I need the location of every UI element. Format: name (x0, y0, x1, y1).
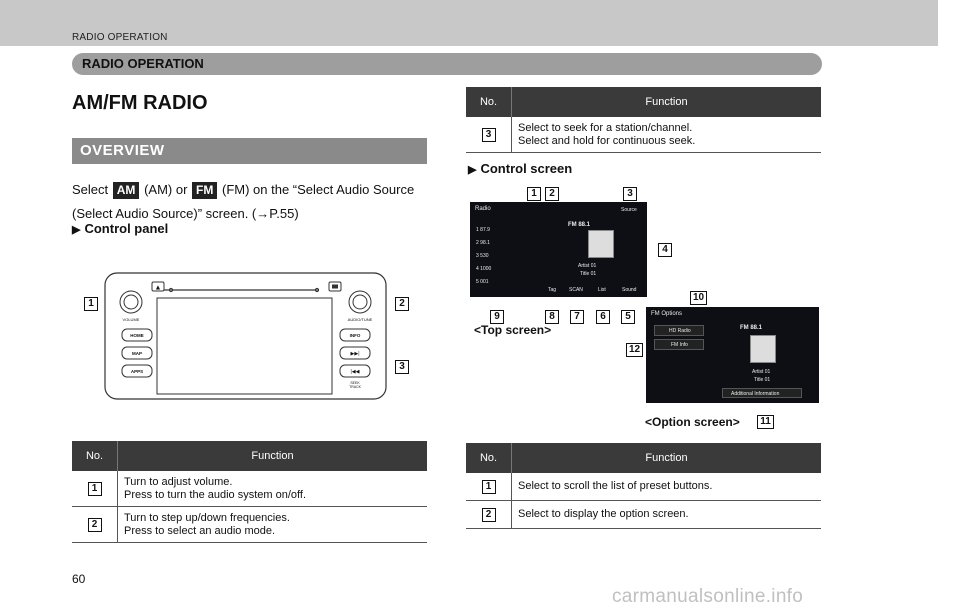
row-number: 2 (482, 508, 496, 522)
top-screen-station: FM 88.1 (568, 222, 591, 228)
row-text: Select to scroll the list of preset buttons. (518, 480, 713, 492)
callout-5-top-screen: 5 (621, 306, 635, 324)
svg-text:▶▶|: ▶▶| (350, 351, 360, 357)
svg-text:HOME: HOME (130, 333, 144, 338)
control-panel-heading (72, 221, 168, 236)
row-text: Select to seek for a station/channel. (518, 121, 693, 134)
col-no: No. (72, 441, 118, 471)
row-text: Turn to adjust volume. (124, 475, 233, 488)
svg-text:APPS: APPS (130, 369, 144, 374)
callout-1-control-panel: 1 (84, 293, 98, 311)
intro-select: Select (72, 182, 109, 197)
table-header (466, 443, 821, 473)
top-screen-source: Source (621, 207, 637, 213)
overview-bar (72, 138, 427, 164)
triangle-icon: ▶ (468, 164, 477, 176)
watermark: carmanualsonline.info (612, 586, 804, 607)
section-title-bar (72, 53, 822, 75)
row-text: Turn to step up/down frequencies. (124, 511, 290, 524)
callout-2-control-panel: 2 (395, 293, 409, 311)
col-no: No. (466, 87, 512, 117)
top-screen-caption: <Top screen> (474, 323, 552, 337)
callout-12-option-screen: 12 (626, 339, 643, 357)
control-panel-heading-text: Control panel (84, 221, 169, 236)
fm-info-button[interactable]: FM Info (654, 339, 704, 350)
top-screen-title: Radio (475, 206, 491, 212)
table-row (466, 473, 821, 501)
function-table-bottom-right (466, 443, 821, 529)
callout-11-option-screen: 11 (757, 411, 774, 429)
scan-button[interactable]: SCAN (569, 287, 583, 293)
callout-9-top-screen: 9 (490, 306, 504, 324)
volume-label: VOLUME (122, 317, 140, 322)
svg-text:SEEK: SEEK (350, 381, 360, 385)
svg-text:INFO: INFO (349, 333, 361, 338)
svg-text:MAP: MAP (132, 351, 142, 356)
header-label: RADIO OPERATION (72, 32, 168, 43)
option-screen-track: Title 01 (754, 377, 771, 383)
option-screen-title: FM Options (651, 311, 683, 317)
option-screen-station: FM 88.1 (740, 325, 763, 331)
callout-3-top-screen: 3 (623, 183, 637, 201)
function-table-left (72, 441, 427, 543)
table-row (72, 471, 427, 507)
head-unit-illustration (104, 272, 387, 400)
sound-button[interactable]: Sound (622, 287, 637, 293)
callout-4-top-screen: 4 (658, 239, 672, 257)
tag-button[interactable]: Tag (548, 287, 557, 293)
control-screen-heading-text: Control screen (480, 161, 573, 176)
callout-8-top-screen: 8 (545, 306, 559, 324)
page-number: 60 (72, 572, 86, 586)
album-art (750, 335, 776, 363)
am-badge: AM (113, 182, 140, 199)
callout-2-top-screen: 2 (545, 183, 559, 201)
svg-text:TRACK: TRACK (349, 385, 361, 389)
table-row (466, 501, 821, 529)
col-function: Function (251, 450, 294, 462)
row-text: Press to select an audio mode. (124, 524, 276, 537)
option-screen-caption: <Option screen> (645, 415, 740, 429)
svg-text:|◀◀: |◀◀ (350, 369, 360, 375)
row-number: 3 (482, 128, 496, 142)
top-screen-image: Radio FM 88.1 Source 1 87.9 2 98.1 3 530 4 1000 5 001 Artist 01 Title 01 Tag SCAN List Sound (470, 202, 647, 297)
row-text: Select to display the option screen. (518, 508, 689, 520)
callout-6-top-screen: 6 (596, 306, 610, 324)
row-text: Press to turn the audio system on/off. (124, 488, 307, 501)
table-header (72, 441, 427, 471)
hd-radio-button[interactable]: HD Radio (654, 325, 704, 336)
control-screen-heading (468, 161, 572, 176)
row-number: 2 (88, 518, 102, 532)
option-screen-image (646, 307, 819, 403)
table-header (466, 87, 821, 117)
top-screen-track: Title 01 (580, 271, 597, 277)
intro-fm-text: (FM) on the “Select Audio Source (Select Audio Source)” screen. (→P.55) (72, 182, 415, 221)
triangle-icon: ▶ (72, 224, 81, 236)
table-row (72, 507, 427, 543)
section-title: RADIO OPERATION (82, 56, 204, 71)
callout-7-top-screen: 7 (570, 306, 584, 324)
row-text: Select and hold for continuous seek. (518, 134, 696, 147)
intro-am-text: (AM) or (144, 182, 188, 197)
page-header-bar (0, 0, 938, 46)
list-button[interactable]: List (598, 287, 606, 293)
row-number: 1 (88, 482, 102, 496)
album-art (588, 230, 614, 258)
overview-title: OVERVIEW (80, 142, 165, 159)
col-function: Function (645, 452, 688, 464)
fm-badge: FM (192, 182, 217, 199)
function-table-top-right (466, 87, 821, 153)
additional-information-button[interactable]: Additional Information (722, 388, 802, 398)
col-function: Function (645, 96, 688, 108)
callout-10-option-screen: 10 (690, 287, 707, 305)
col-no: No. (466, 443, 512, 473)
callout-3-control-panel: 3 (395, 356, 409, 374)
row-number: 1 (482, 480, 496, 494)
callout-1-top-screen: 1 (527, 183, 541, 201)
audio-tune-label: AUDIO/TUNE (347, 317, 373, 322)
top-screen-artist: Artist 01 (578, 263, 597, 269)
option-screen-artist: Artist 01 (752, 369, 771, 375)
intro-paragraph (72, 178, 430, 226)
table-row (466, 117, 821, 153)
svg-text:▲: ▲ (154, 284, 162, 292)
page-title: AM/FM RADIO (72, 92, 208, 114)
